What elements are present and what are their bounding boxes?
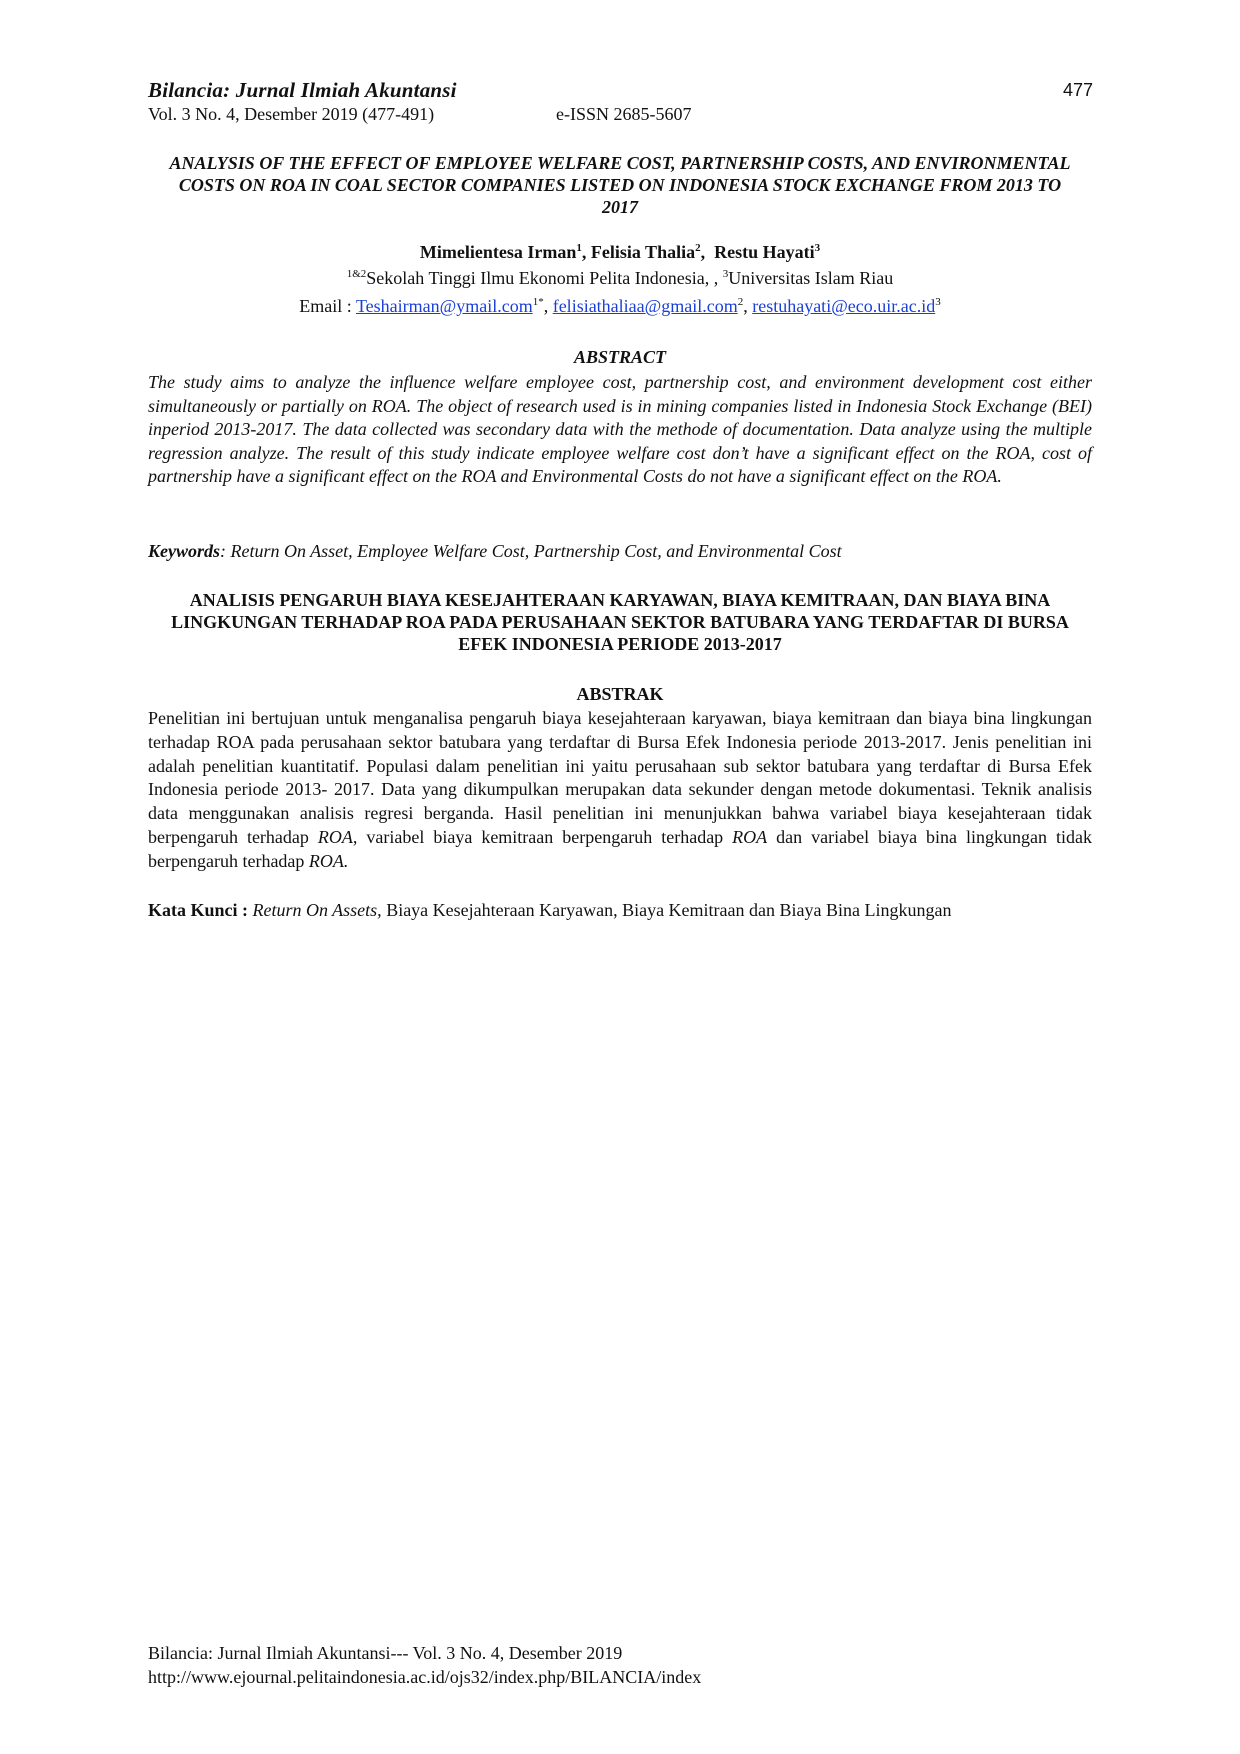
email-sup-3: 3 [935,296,941,308]
kata-kunci-label: Kata Kunci : [148,900,253,920]
email-sup-1: 1* [532,296,544,308]
affiliation-text-2: Universitas Islam Riau [728,268,894,288]
author-1: Mimelientesa Irman [419,242,577,262]
email-link-3[interactable]: restuhayati@eco.uir.ac.id [752,296,936,316]
issn: e-ISSN 2685-5607 [556,104,692,124]
abstrak-roa-1: ROA [317,826,353,847]
kata-kunci-text: Biaya Kesejahteraan Karyawan, Biaya Kemitraan dan Biaya Bina Lingkungan [381,900,952,920]
abstrak-heading: ABSTRAK [576,684,664,704]
email-line: Email : Teshairman@ymail.com$^{1*}$, felisiathaliaa@gmail.com$^2$, $restuhayati@eco.uir.ac.id^3$ [299,296,941,316]
page-number: 477 [1063,80,1094,100]
affiliation-sup-2: 3 [722,268,729,280]
abstract-heading: ABSTRACT [573,347,667,367]
author-2-sup: 2 [695,242,701,254]
affiliation-sup-1: 1&2 [346,268,367,280]
affiliation-text-1: Sekolah Tinggi Ilmu Ekonomi Pelita Indonesia, , [366,268,723,288]
kata-kunci [148,900,1092,921]
title-english: ANALYSIS OF THE EFFECT OF EMPLOYEE WELFARE COST, PARTNERSHIP COSTS, AND ENVIRONMENTAL COSTS ON ROA IN COAL SECTOR COMPANIES LISTED ON INDONESIA STOCK EXCHANGE FROM 2013 TO 2017 [169,153,1071,217]
journal-name: Bilancia: Jurnal Ilmiah Akuntansi [148,78,457,102]
abstrak-part-1: Penelitian ini bertujuan untuk menganalisa pengaruh biaya kesejahteraan karyawan, biaya kemitraan dan biaya bina lingkungan terhadap ROA pada perusahaan sektor batubara yang terdaftar di Bursa Efek Indonesia periode 2013-2017. Jenis penelitian ini adalah penelitian kuantitatif. Populasi dalam penelitian ini yaitu perusahaan sub sektor batubara yang terdaftar di Bursa Efek Indonesia periode 2013- 2017. Data yang dikumpulkan merupakan data sekunder dengan metode dokumentasi. Teknik analisis data menggunakan analisis regresi berganda. Hasil penelitian ini menunjukkan bahwa variabel biaya kesejahteraan tidak berpengaruh terhadap [148,708,1092,847]
title-indonesian: ANALISIS PENGARUH BIAYA KESEJAHTERAAN KARYAWAN, BIAYA KEMITRAAN, DAN BIAYA BINA LINGKUNGAN TERHADAP ROA PADA PERUSAHAAN SEKTOR BATUBARA YANG TERDAFTAR DI BURSA EFEK INDONESIA PERIODE 2013-2017 [171,590,1069,654]
volume-line: Vol. 3 No. 4, Desember 2019 (477-491) [148,104,435,124]
abstrak-roa-3: ROA. [308,850,349,871]
keywords [148,541,1092,562]
keywords-label: Keywords [148,541,220,561]
footer-url: http://www.ejournal.pelitaindonesia.ac.id/ojs32/index.php/BILANCIA/index [148,1667,702,1687]
author-3-sup: 3 [814,242,821,254]
abstrak-body [148,707,1092,874]
email-link-1[interactable]: Teshairman@ymail.com [355,296,533,316]
abstrak-part-2: , variabel biaya kemitraan berpengaruh terhadap [352,826,733,847]
author-3: Restu Hayati [714,242,815,262]
authors: Mimelientesa Irman$^1$, Felisia Thalia$^2$, Restu Hayati$^3$ [419,242,821,262]
email-link-2[interactable]: felisiathaliaa@gmail.com [552,296,738,316]
author-1-sup: 1 [576,242,582,254]
abstract-body: The study aims to analyze the influence welfare employee cost, partnership cost, and environment development cost either simultaneously or partially on ROA. The object of research used is in mining companies listed in Indonesia Stock Exchange (BEI) inperiod 2013-2017. The data collected was secondary data with the methode of documentation. Data analyze using the multiple regression analyze. The result of this study indicate employee welfare cost don’t have a significant effect on the ROA, cost of partnership have a significant effect on the ROA and Environmental Costs do not have a significant effect on the ROA. [148,372,1092,487]
kata-kunci-italic: Return On Assets, [252,900,382,920]
footer-journal: Bilancia: Jurnal Ilmiah Akuntansi--- Vol. 3 No. 4, Desember 2019 [148,1643,623,1663]
abstrak-part-3: dan variabel biaya bina lingkungan tidak berpengaruh terhadap [148,826,1093,871]
abstrak-roa-2: ROA [732,826,768,847]
affiliation [148,268,1092,289]
email-label: Email : [299,296,356,316]
keywords-text: : Return On Asset, Employee Welfare Cost, Partnership Cost, and Environmental Cost [220,541,842,561]
author-2: Felisia Thalia [590,242,696,262]
email-sup-2: 2 [737,296,744,308]
